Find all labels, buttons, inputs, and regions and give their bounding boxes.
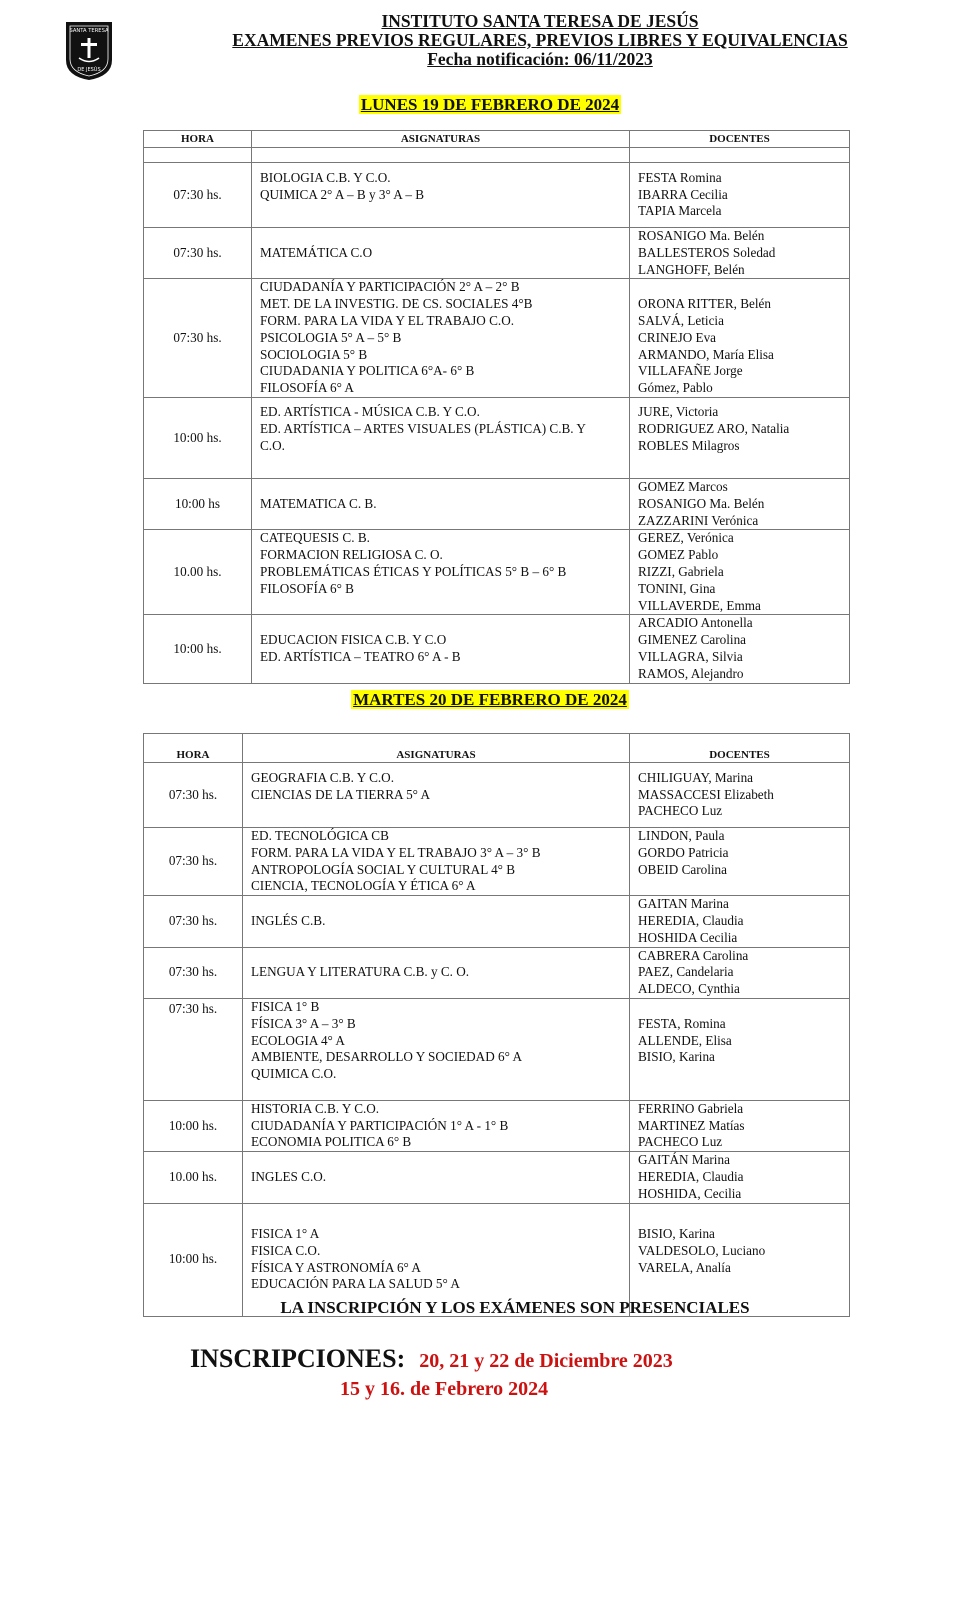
teacher-line: VILLAGRA, Silvia — [638, 648, 743, 664]
hora-cell: 07:30 hs. — [144, 828, 243, 896]
docentes-cell — [630, 947, 850, 998]
docentes-cell — [630, 163, 850, 228]
subject-line: FORM. PARA LA VIDA Y EL TRABAJO C.O. — [260, 312, 515, 328]
teacher-line: RIZZI, Gabriela — [638, 563, 724, 579]
asignaturas-cell — [252, 530, 630, 615]
column-header-docentes: DOCENTES — [630, 131, 850, 148]
day-title-tuesday-text: MARTES 20 DE FEBRERO DE 2024 — [353, 690, 627, 709]
hora-cell: 07:30 hs. — [144, 998, 243, 1100]
subject-line: FORMACION RELIGIOSA C. O. — [260, 547, 443, 563]
schedule-table-tuesday — [143, 733, 850, 1317]
document-title: EXAMENES PREVIOS REGULARES, PREVIOS LIBRES Y EQUIVALENCIAS — [232, 30, 848, 50]
asignaturas-cell — [243, 1100, 630, 1151]
teacher-line: FESTA Romina — [638, 169, 722, 185]
asignaturas-cell — [252, 228, 630, 279]
teacher-line: TONINI, Gina — [638, 580, 716, 596]
table-row — [144, 947, 850, 998]
subject-line: FISICA 1° A — [251, 1225, 320, 1241]
hora-cell: 07:30 hs. — [144, 279, 252, 398]
table-row — [144, 1152, 850, 1203]
table-row — [144, 896, 850, 947]
teacher-line: ROBLES Milagros — [638, 437, 740, 453]
column-header-asignaturas: ASIGNATURAS — [243, 734, 630, 763]
hora-cell: 07:30 hs. — [144, 947, 243, 998]
teacher-line: RODRIGUEZ ARO, Natalia — [638, 421, 790, 437]
table-row — [144, 998, 850, 1100]
hora-cell: 10:00 hs — [144, 478, 252, 529]
subject-line: FÍSICA 3° A – 3° B — [251, 1015, 356, 1031]
teacher-line: PACHECO Luz — [638, 803, 723, 819]
subject-line — [260, 455, 629, 472]
docentes-cell — [630, 279, 850, 398]
table-header-row — [144, 734, 850, 763]
column-header-docentes: DOCENTES — [630, 734, 850, 763]
teacher-line: VARELA, Analía — [638, 1259, 731, 1275]
teacher-line — [638, 999, 849, 1016]
teacher-line: CHILIGUAY, Marina — [638, 769, 754, 785]
hora-cell: 10:00 hs. — [144, 1100, 243, 1151]
subject-line: ED. ARTÍSTICA – TEATRO 6° A - B — [260, 648, 461, 664]
asignaturas-cell — [252, 163, 630, 228]
institution-name: INSTITUTO SANTA TERESA DE JESÚS — [381, 11, 699, 31]
teacher-line: VILLAVERDE, Emma — [638, 597, 761, 613]
subject-line: ED. ARTÍSTICA – ARTES VISUALES (PLÁSTICA) C.B. Y — [260, 421, 586, 437]
teacher-line: GOMEZ Marcos — [638, 478, 728, 494]
table-row — [144, 828, 850, 896]
teacher-line: MASSACCESI Elizabeth — [638, 786, 774, 802]
subject-line: FILOSOFÍA 6° B — [260, 580, 354, 596]
teacher-line: HEREDIA, Claudia — [638, 912, 744, 928]
docentes-cell — [630, 478, 850, 529]
inscripciones-dates-december: 20, 21 y 22 de Diciembre 2023 — [419, 1350, 673, 1372]
teacher-line: BISIO, Karina — [638, 1225, 715, 1241]
teacher-line: LINDON, Paula — [638, 828, 725, 843]
subject-line: CATEQUESIS C. B. — [260, 530, 370, 546]
inscripciones-label: INSCRIPCIONES: — [190, 1344, 406, 1373]
teacher-line — [638, 455, 849, 472]
teacher-line: HOSHIDA, Cecilia — [638, 1185, 742, 1201]
table-header-row — [144, 131, 850, 148]
subject-line: FORM. PARA LA VIDA Y EL TRABAJO 3° A – 3° B — [251, 844, 541, 860]
teacher-line: HOSHIDA Cecilia — [638, 929, 738, 945]
attendance-note: LA INSCRIPCIÓN Y LOS EXÁMENES SON PRESENCIALES — [280, 1298, 750, 1317]
docentes-cell — [630, 397, 850, 478]
subject-line — [260, 203, 629, 220]
subject-line — [260, 598, 629, 615]
subject-line: AMBIENTE, DESARROLLO Y SOCIEDAD 6° A — [251, 1049, 522, 1065]
subject-line: MET. DE LA INVESTIG. DE CS. SOCIALES 4°B — [260, 296, 533, 312]
hora-cell: 10.00 hs. — [144, 1152, 243, 1203]
school-shield-logo — [64, 20, 114, 82]
day-title-monday-text: LUNES 19 DE FEBRERO DE 2024 — [360, 95, 620, 114]
teacher-line: IBARRA Cecilia — [638, 186, 728, 202]
teacher-line: OBEID Carolina — [638, 861, 727, 877]
teacher-line: BALLESTEROS Soledad — [638, 244, 776, 260]
hora-cell: 07:30 hs. — [144, 763, 243, 828]
subject-line: INGLES C.O. — [251, 1168, 327, 1184]
teacher-line: ROSANIGO Ma. Belén — [638, 495, 765, 511]
teacher-line — [638, 878, 849, 895]
table-row — [144, 530, 850, 615]
subject-line: C.O. — [260, 437, 285, 453]
subject-line: QUIMICA 2° A – B y 3° A – B — [260, 186, 425, 202]
subject-line: CIUDADANÍA Y PARTICIPACIÓN 1° A - 1° B — [251, 1117, 509, 1133]
asignaturas-cell — [243, 828, 630, 896]
table-row — [144, 279, 850, 398]
subject-line — [251, 803, 629, 820]
spacer-row — [144, 148, 850, 163]
subject-line: QUIMICA C.O. — [251, 1066, 337, 1082]
asignaturas-cell — [243, 896, 630, 947]
subject-line: ECONOMIA POLITICA 6° B — [251, 1134, 412, 1150]
subject-line — [251, 1083, 629, 1100]
teacher-line: ARCADIO Antonella — [638, 615, 753, 631]
table-row — [144, 615, 850, 683]
teacher-line: FERRINO Gabriela — [638, 1100, 744, 1116]
day-title-tuesday — [0, 690, 980, 710]
subject-line: HISTORIA C.B. Y C.O. — [251, 1100, 380, 1116]
table-row — [144, 397, 850, 478]
teacher-line — [638, 1083, 849, 1100]
docentes-cell — [630, 615, 850, 683]
teacher-line — [638, 1066, 849, 1083]
subject-line: ECOLOGIA 4° A — [251, 1032, 345, 1048]
table-row — [144, 1100, 850, 1151]
subject-line: INGLÉS C.B. — [251, 912, 326, 928]
teacher-line: VILLAFAÑE Jorge — [638, 363, 743, 379]
table-row — [144, 163, 850, 228]
docentes-cell — [630, 828, 850, 896]
logo-text-top: SANTA TERESA — [69, 28, 109, 34]
subject-line: GEOGRAFIA C.B. Y C.O. — [251, 769, 395, 785]
table-row — [144, 478, 850, 529]
teacher-line: GAITAN Marina — [638, 896, 729, 912]
teacher-line: ZAZZARINI Verónica — [638, 512, 759, 528]
teacher-line: JURE, Victoria — [638, 404, 719, 420]
docentes-cell — [630, 998, 850, 1100]
docentes-cell — [630, 228, 850, 279]
document-header — [140, 12, 940, 69]
table-row — [144, 228, 850, 279]
asignaturas-cell — [252, 478, 630, 529]
notification-date: Fecha notificación: 06/11/2023 — [427, 49, 653, 69]
hora-cell: 10:00 hs. — [144, 397, 252, 478]
teacher-line: PACHECO Luz — [638, 1134, 723, 1150]
teacher-line: GAITÁN Marina — [638, 1152, 730, 1168]
column-header-asignaturas: ASIGNATURAS — [252, 131, 630, 148]
teacher-line: ARMANDO, María Elisa — [638, 346, 774, 362]
subject-line: BIOLOGIA C.B. Y C.O. — [260, 169, 391, 185]
subject-line: SOCIOLOGIA 5° B — [260, 346, 368, 362]
teacher-line: BISIO, Karina — [638, 1049, 715, 1065]
subject-line: CIENCIA, TECNOLOGÍA Y ÉTICA 6° A — [251, 878, 476, 894]
hora-cell: 10:00 hs. — [144, 1203, 243, 1316]
asignaturas-cell — [243, 763, 630, 828]
subject-line: EDUCACIÓN PARA LA SALUD 5° A — [251, 1276, 460, 1292]
docentes-cell — [630, 1152, 850, 1203]
table-row — [144, 763, 850, 828]
teacher-line: CABRERA Carolina — [638, 947, 749, 963]
teacher-line: MARTINEZ Matías — [638, 1117, 745, 1133]
subject-line: CIUDADANIA Y POLITICA 6°A- 6° B — [260, 363, 475, 379]
asignaturas-cell — [252, 615, 630, 683]
hora-cell: 07:30 hs. — [144, 163, 252, 228]
spacer-cell — [144, 148, 252, 163]
subject-line: FISICA C.O. — [251, 1242, 321, 1258]
teacher-line: SALVÁ, Leticia — [638, 312, 724, 328]
subject-line: LENGUA Y LITERATURA C.B. y C. O. — [251, 964, 470, 980]
asignaturas-cell — [252, 279, 630, 398]
subject-line: CIUDADANÍA Y PARTICIPACIÓN 2° A – 2° B — [260, 279, 520, 295]
subject-line: PROBLEMÁTICAS ÉTICAS Y POLÍTICAS 5° B – 6° B — [260, 563, 567, 579]
teacher-line: HEREDIA, Claudia — [638, 1168, 744, 1184]
hora-cell: 07:30 hs. — [144, 228, 252, 279]
teacher-line: Gómez, Pablo — [638, 380, 713, 396]
docentes-cell — [630, 530, 850, 615]
hora-cell: 10:00 hs. — [144, 615, 252, 683]
teacher-line: GORDO Patricia — [638, 844, 729, 860]
logo-text-bottom: DE JESÚS — [77, 67, 101, 73]
column-header-hora: HORA — [144, 131, 252, 148]
teacher-line: ORONA RITTER, Belén — [638, 296, 771, 312]
teacher-line: RAMOS, Alejandro — [638, 665, 744, 681]
inscripciones-block — [190, 1344, 673, 1374]
docentes-cell — [630, 763, 850, 828]
teacher-line: LANGHOFF, Belén — [638, 261, 745, 277]
hora-cell: 10.00 hs. — [144, 530, 252, 615]
spacer-cell — [252, 148, 630, 163]
subject-line: EDUCACION FISICA C.B. Y C.O — [260, 632, 447, 648]
teacher-line: PAEZ, Candelaria — [638, 964, 734, 980]
subject-line: FÍSICA Y ASTRONOMÍA 6° A — [251, 1259, 421, 1275]
hora-cell: 07:30 hs. — [144, 896, 243, 947]
teacher-line: ALLENDE, Elisa — [638, 1032, 732, 1048]
teacher-line: TAPIA Marcela — [638, 203, 722, 219]
subject-line: ED. ARTÍSTICA - MÚSICA C.B. Y C.O. — [260, 404, 480, 420]
teacher-line: FESTA, Romina — [638, 1015, 726, 1031]
spacer-cell — [630, 148, 850, 163]
schedule-table-monday — [143, 130, 850, 684]
teacher-line — [638, 1276, 849, 1293]
asignaturas-cell — [243, 1152, 630, 1203]
day-title-monday — [0, 95, 980, 115]
subject-line: PSICOLOGIA 5° A – 5° B — [260, 329, 402, 345]
docentes-cell — [630, 1100, 850, 1151]
teacher-line: GEREZ, Verónica — [638, 530, 734, 546]
teacher-line: CRINEJO Eva — [638, 329, 717, 345]
subject-line: MATEMÁTICA C.O — [260, 244, 373, 260]
asignaturas-cell — [243, 947, 630, 998]
subject-line: CIENCIAS DE LA TIERRA 5° A — [251, 786, 431, 802]
subject-line: FILOSOFÍA 6° A — [260, 380, 354, 396]
inscripciones-dates-february: 15 y 16. de Febrero 2024 — [340, 1378, 549, 1400]
teacher-line: GIMENEZ Carolina — [638, 632, 747, 648]
subject-line: ANTROPOLOGÍA SOCIAL Y CULTURAL 4° B — [251, 861, 516, 877]
subject-line: ED. TECNOLÓGICA CB — [251, 828, 389, 843]
teacher-line: ALDECO, Cynthia — [638, 981, 740, 997]
asignaturas-cell — [243, 998, 630, 1100]
teacher-line — [638, 279, 849, 296]
asignaturas-cell — [252, 397, 630, 478]
docentes-cell — [630, 896, 850, 947]
teacher-line: GOMEZ Pablo — [638, 547, 719, 563]
teacher-line: ROSANIGO Ma. Belén — [638, 228, 765, 243]
column-header-hora: HORA — [144, 734, 243, 763]
subject-line: MATEMATICA C. B. — [260, 495, 377, 511]
teacher-line: VALDESOLO, Luciano — [638, 1242, 766, 1258]
subject-line: FISICA 1° B — [251, 998, 320, 1014]
